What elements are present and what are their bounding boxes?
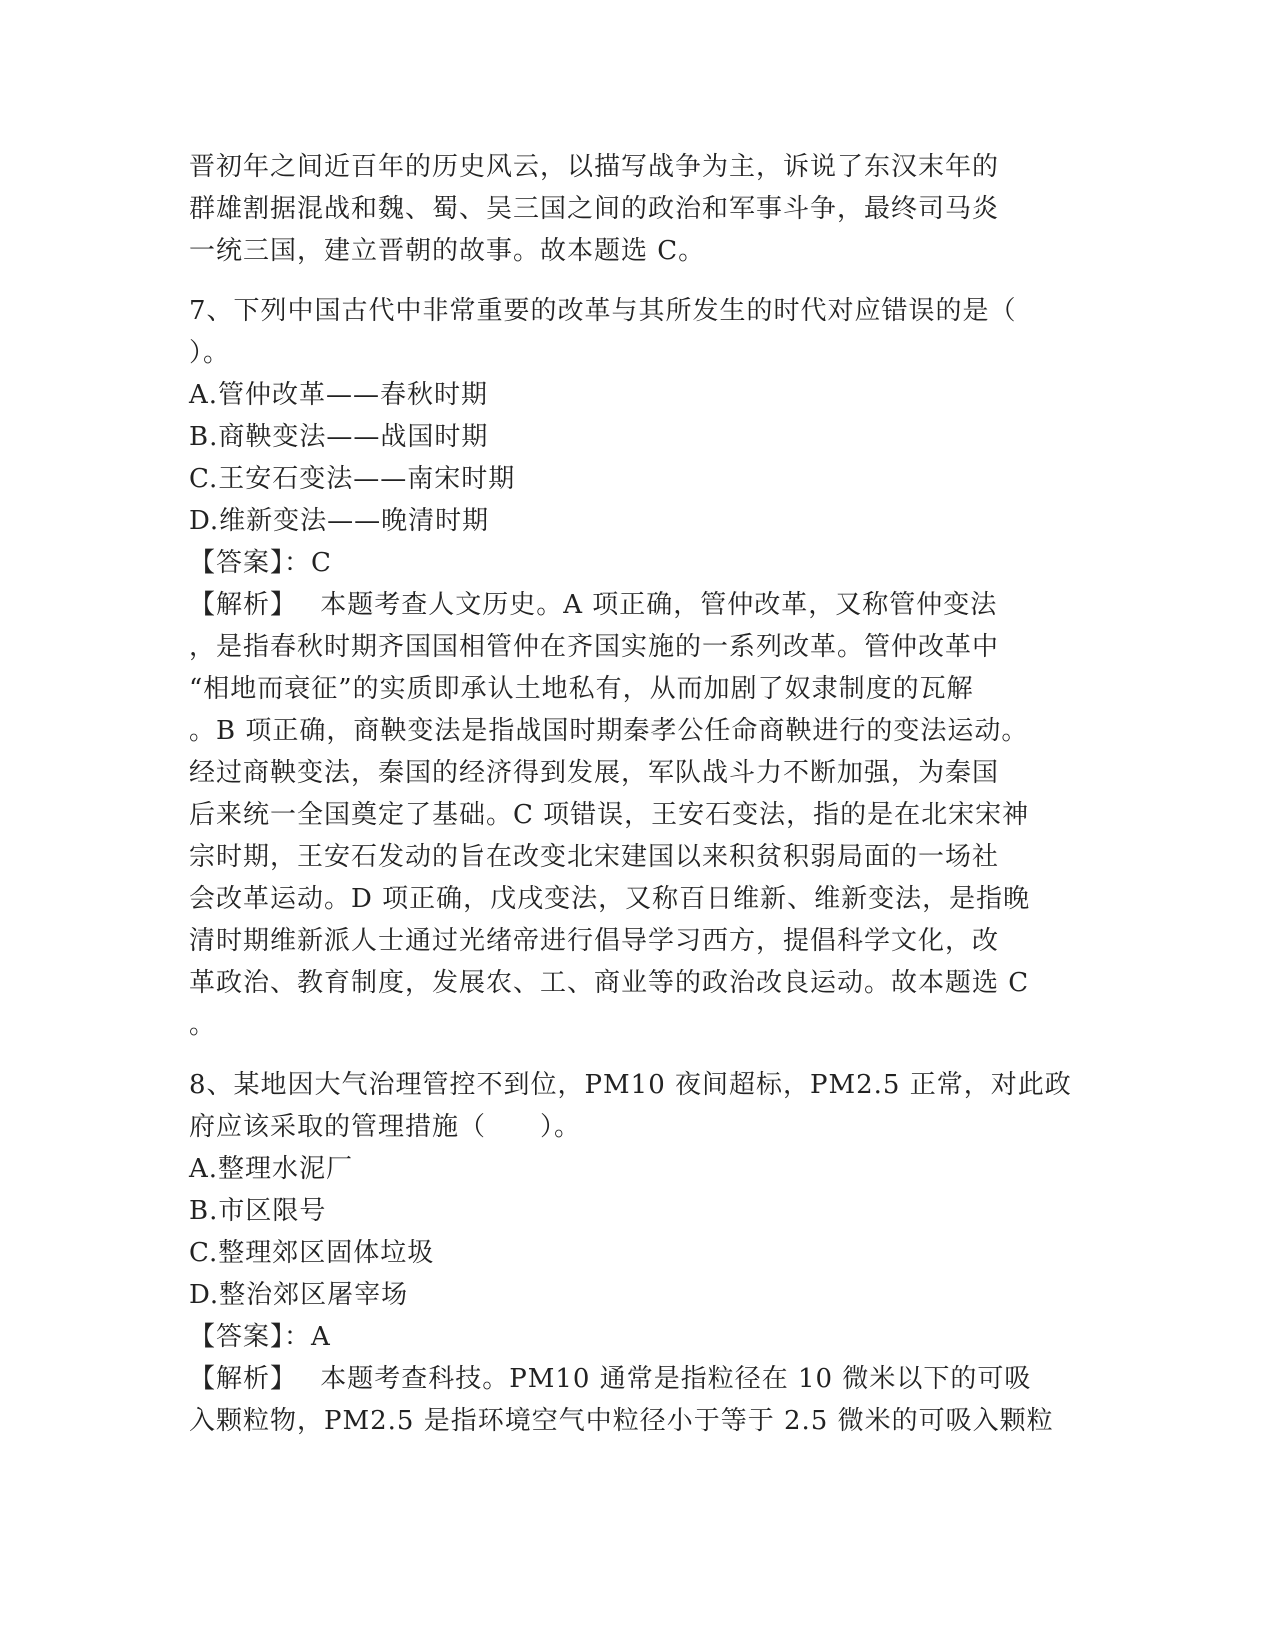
explanation-line: 后来统一全国奠定了基础。C 项错误，王安石变法，指的是在北宋宋神 bbox=[189, 800, 1030, 830]
question-stem: 7、下列中国古代中非常重要的改革与其所发生的时代对应错误的是（ bbox=[189, 296, 1017, 326]
option-b: B.商鞅变法——战国时期 bbox=[189, 422, 489, 452]
explanation-line: 。B 项正确，商鞅变法是指战国时期秦孝公任命商鞅进行的变法运动。 bbox=[189, 716, 1029, 746]
question-7 bbox=[189, 290, 1089, 1046]
option-c: C.王安石变法——南宋时期 bbox=[189, 464, 516, 494]
option-d: D.维新变法——晚清时期 bbox=[189, 506, 490, 536]
explanation-line: 【解析】 本题考查人文历史。A 项正确，管仲改革，又称管仲变法 bbox=[189, 590, 998, 620]
question-stem: 8、某地因大气治理管控不到位，PM10 夜间超标，PM2.5 正常，对此政 bbox=[189, 1070, 1072, 1100]
question-stem: 府应该采取的管理措施（ ）。 bbox=[189, 1112, 582, 1142]
answer-line: 【答案】：C bbox=[189, 548, 332, 578]
option-d: D.整治郊区屠宰场 bbox=[189, 1280, 409, 1310]
explanation-line: “相地而衰征”的实质即承认土地私有，从而加剧了奴隶制度的瓦解 bbox=[189, 674, 974, 704]
explanation-line: 宗时期，王安石发动的旨在改变北宋建国以来积贫积弱局面的一场社 bbox=[189, 842, 1000, 872]
text-line: 一统三国，建立晋朝的故事。故本题选 C。 bbox=[189, 236, 706, 266]
text-line: 群雄割据混战和魏、蜀、吴三国之间的政治和军事斗争，最终司马炎 bbox=[189, 194, 1000, 224]
explanation-line: 。 bbox=[189, 1010, 217, 1040]
text-line: 晋初年之间近百年的历史风云，以描写战争为主，诉说了东汉末年的 bbox=[189, 152, 1000, 182]
question-8 bbox=[189, 1064, 1089, 1442]
option-b: B.市区限号 bbox=[189, 1196, 327, 1226]
explanation-line: ，是指春秋时期齐国国相管仲在齐国实施的一系列改革。管仲改革中 bbox=[189, 632, 1000, 662]
option-c: C.整理郊区固体垃圾 bbox=[189, 1238, 435, 1268]
answer-line: 【答案】：A bbox=[189, 1322, 331, 1352]
question-stem: ）。 bbox=[189, 338, 231, 368]
option-a: A.管仲改革——春秋时期 bbox=[189, 380, 489, 410]
option-a: A.整理水泥厂 bbox=[189, 1154, 354, 1184]
explanation-line: 会改革运动。D 项正确，戊戌变法，又称百日维新、维新变法，是指晚 bbox=[189, 884, 1031, 914]
explanation-line: 【解析】 本题考查科技。PM10 通常是指粒径在 10 微米以下的可吸 bbox=[189, 1364, 1032, 1394]
document-page bbox=[189, 146, 1089, 1442]
explanation-line: 清时期维新派人士通过光绪帝进行倡导学习西方，提倡科学文化，改 bbox=[189, 926, 1000, 956]
explanation-line: 入颗粒物，PM2.5 是指环境空气中粒径小于等于 2.5 微米的可吸入颗粒 bbox=[189, 1406, 1054, 1436]
explanation-line: 革政治、教育制度，发展农、工、商业等的政治改良运动。故本题选 C bbox=[189, 968, 1030, 998]
explanation-line: 经过商鞅变法，秦国的经济得到发展，军队战斗力不断加强，为秦国 bbox=[189, 758, 1000, 788]
intro-explanation bbox=[189, 146, 1089, 272]
